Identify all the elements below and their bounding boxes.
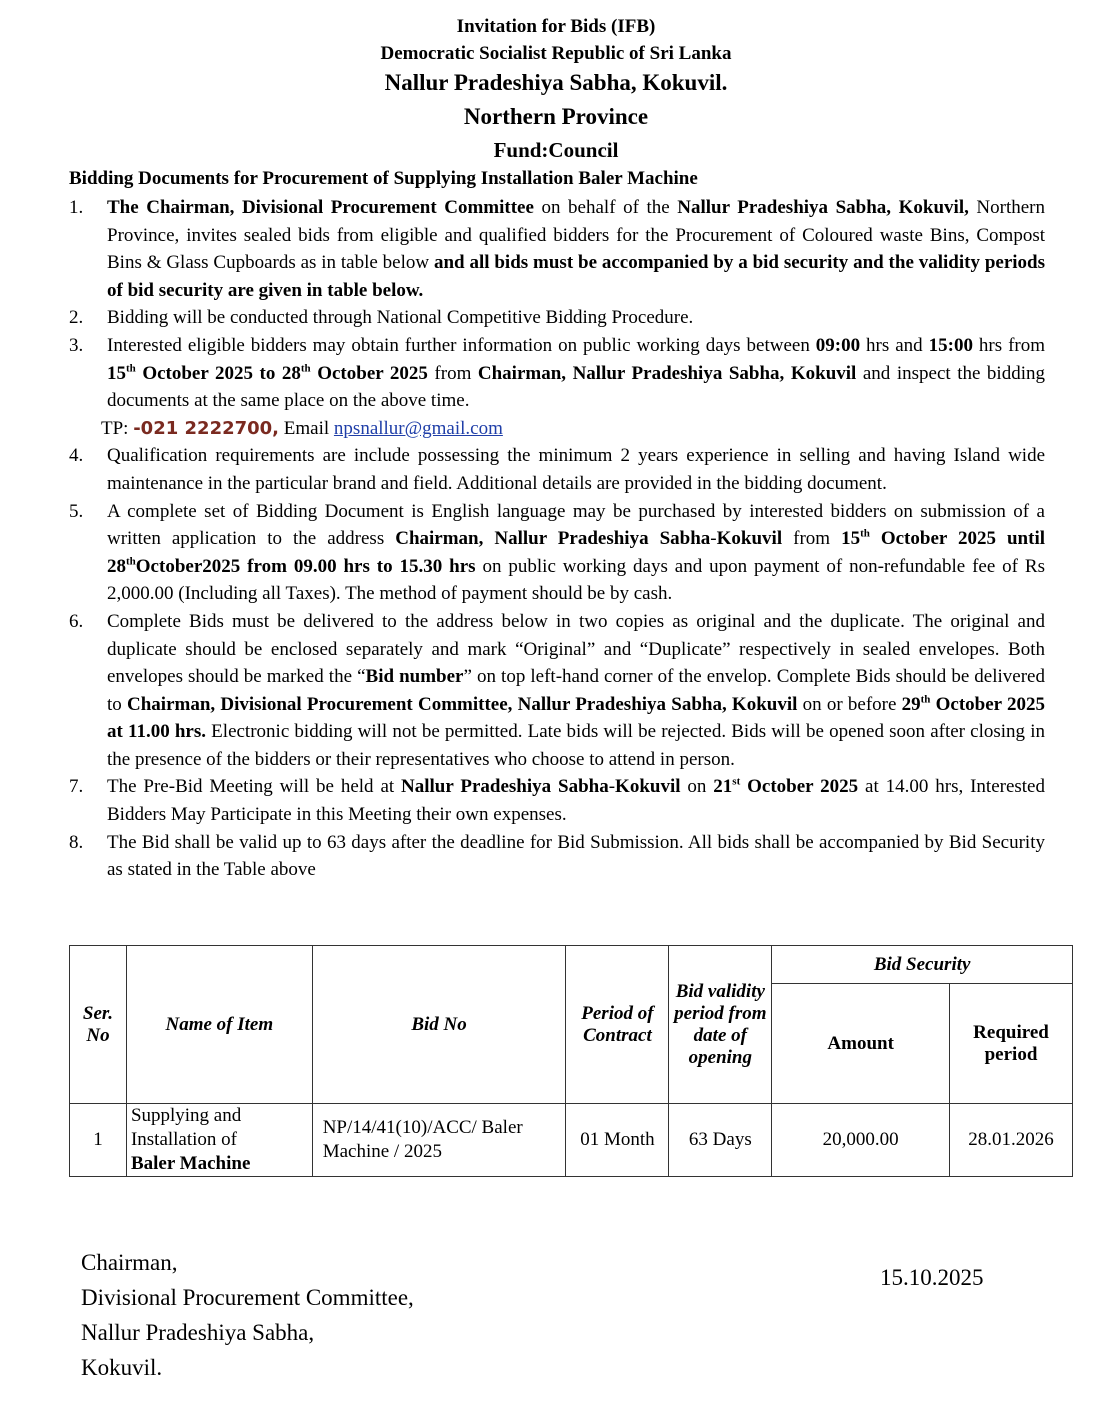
clause-7: [69, 773, 1045, 828]
clause-text: The Pre-Bid Meeting will be held at Nallur Pradeshiya Sabha-Kokuvil on 21st October 2025 at 14.00 hrs, Interested Bidders May Participate in this Meeting their own expenses.: [107, 776, 1045, 826]
clause-1: [69, 194, 1045, 304]
clause-text: The Chairman, Divisional Procurement Committee on behalf of the Nallur Pradeshiya Sabha, Kokuvil, Northern Province, invites sealed bids from eligible and qualified bidders for the Procurement of Coloured waste Bins, Compost Bins & Glass Cupboards as in table below and all bids must be accompanied by a bid security and the validity periods of bid security are given in table below.: [107, 197, 1045, 301]
bid-table: [69, 945, 1073, 1177]
table-row: [70, 1104, 1073, 1177]
tp-label: TP:: [101, 417, 134, 439]
clause-number: 1.: [69, 197, 84, 218]
header-name-of-item: Name of Item: [126, 946, 312, 1104]
header-ser-no: Ser. No: [70, 946, 127, 1104]
signature-line: Kokuvil.: [81, 1355, 163, 1380]
header-period-of-contract: Period of Contract: [566, 946, 669, 1104]
notice-date: 15.10.2025: [880, 1265, 984, 1290]
signature-line: Nallur Pradeshiya Sabha,: [81, 1320, 315, 1345]
cell-ser-no: 1: [70, 1104, 127, 1177]
header-bid-security: Bid Security: [772, 946, 1073, 984]
header-required-period: Required period: [950, 984, 1073, 1104]
header-bid-no: Bid No: [312, 946, 566, 1104]
clause-number: 6.: [69, 610, 84, 632]
phone-number: -021 2222700,: [133, 417, 280, 439]
signature-line: Chairman,: [81, 1250, 178, 1275]
clause-3: [69, 332, 1045, 415]
clause-2: [69, 304, 1045, 332]
signature-line: Divisional Procurement Committee,: [81, 1285, 414, 1310]
clause-text: Complete Bids must be delivered to the address below in two copies as original and the duplicate. The original and duplicate should be enclosed separately and mark “Original” and “Duplicate” respectively in sealed envelopes. Both envelopes should be marked the “Bid number” on top left-hand corner of the envelop. Complete Bids should be delivered to Chairman, Divisional Procurement Committee, Nallur Pradeshiya Sabha, Kokuvil on or before 29th October 2025 at 11.00 hrs. Electronic bidding will not be permitted. Late bids will be rejected. Bids will be opened soon after closing in the presence of the bidders or their representatives who choose to attend in person.: [107, 610, 1045, 770]
cell-period: 01 Month: [566, 1104, 669, 1177]
table-header-row: [70, 946, 1073, 984]
document-subtitle: Bidding Documents for Procurement of Supplying Installation Baler Machine: [69, 168, 698, 189]
province-heading: Northern Province: [463, 104, 649, 129]
clause-list: [69, 194, 1045, 884]
email-link[interactable]: npsnallur@gmail.com: [333, 417, 503, 439]
clause-4: [69, 442, 1045, 497]
clause-number: 2.: [69, 307, 84, 329]
clause-text: The Bid shall be valid up to 63 days after the deadline for Bid Submission. All bids shall be accompanied by Bid Security as stated in the Table above: [107, 831, 1045, 881]
clause-number: 3.: [69, 334, 84, 356]
clause-text: A complete set of Bidding Document is English language may be purchased by interested bidders on submission of a written application to the address Chairman, Nallur Pradeshiya Sabha-Kokuvil from 15th October 2025 until 28thOctober2025 from 09.00 hrs to 15.30 hrs on public working days and upon payment of non-refundable fee of Rs 2,000.00 (Including all Taxes). The method of payment should be by cash.: [107, 500, 1045, 605]
email-label: Email: [279, 417, 334, 439]
clause-number: 8.: [69, 831, 84, 853]
clause-text: Qualification requirements are include possessing the minimum 2 years experience in selling and having Island wide maintenance in the particular brand and field. Additional details are provided in the bidding document.: [107, 445, 1045, 494]
clause-8: [69, 829, 1045, 884]
cell-name-of-item: Supplying and Installation of Baler Machine: [126, 1104, 312, 1177]
contact-line: [69, 415, 1045, 443]
organization-heading: Nallur Pradeshiya Sabha, Kokuvil.: [384, 70, 728, 95]
clause-number: 7.: [69, 776, 84, 798]
clause-number: 5.: [69, 500, 84, 522]
cell-amount: 20,000.00: [772, 1104, 950, 1177]
country-heading: Democratic Socialist Republic of Sri Lanka: [380, 43, 732, 64]
fund-heading: Fund:Council: [493, 138, 619, 162]
notice-title: Invitation for Bids (IFB): [456, 16, 656, 37]
signature-block: [81, 1245, 414, 1385]
clause-5: [69, 498, 1045, 608]
cell-required-period: 28.01.2026: [950, 1104, 1073, 1177]
cell-validity: 63 Days: [669, 1104, 772, 1177]
header-amount: Amount: [772, 984, 950, 1104]
header-bid-validity: Bid validity period from date of opening: [669, 946, 772, 1104]
clause-6: [69, 608, 1045, 774]
clause-text: Bidding will be conducted through National Competitive Bidding Procedure.: [107, 307, 694, 329]
clause-number: 4.: [69, 445, 84, 467]
cell-bid-no: NP/14/41(10)/ACC/ Baler Machine / 2025: [312, 1104, 566, 1177]
clause-text: Interested eligible bidders may obtain further information on public working days between 09:00 hrs and 15:00 hrs from 15th October 2025 to 28th October 2025 from Chairman, Nallur Pradeshiya Sabha, Kokuvil and inspect the bidding documents at the same place on the above time.: [107, 334, 1046, 412]
